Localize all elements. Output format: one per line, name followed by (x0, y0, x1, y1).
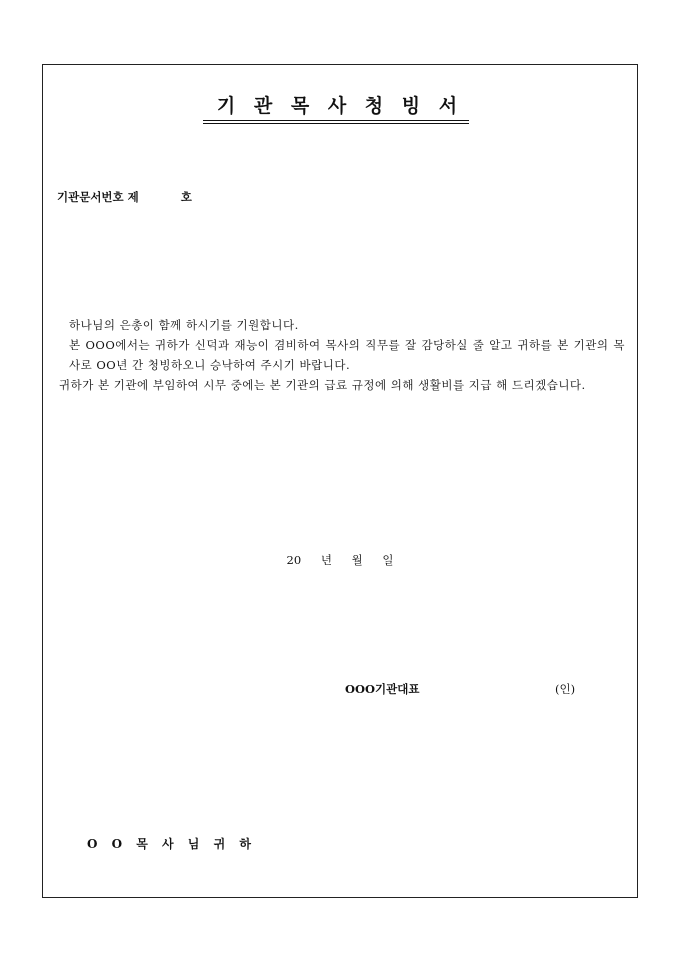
title-underline-bottom (203, 123, 469, 124)
document-frame (42, 64, 638, 898)
date-month-unit: 월 (351, 553, 363, 567)
date-day-unit: 일 (382, 553, 394, 567)
paragraph-greeting: 하나님의 은총이 함께 하시기를 기원합니다. (69, 318, 299, 332)
recipient-line: O O 목 사 님 귀 하 (87, 837, 256, 851)
document-title: 기 관 목 사 청 빙 서 (216, 95, 464, 117)
paragraph-salary: 귀하가 본 기관에 부임하여 시무 중에는 본 기관의 급료 규정에 의해 생활비를 지급 해 드리겠습니다. (59, 378, 586, 392)
paragraph-invitation: 본 OOO에서는 귀하가 신덕과 재능이 겸비하여 목사의 직무를 잘 감당하실 줄 알고 귀하를 본 기관의 목사로 OO년 간 청빙하오니 승낙하여 주시기 바랍니다. (69, 338, 625, 372)
date-line (43, 552, 637, 568)
doc-number-line (57, 189, 192, 205)
signatory-name: OOO기관대표 (345, 682, 420, 696)
date-year-unit: 년 (320, 553, 332, 567)
document-body (59, 315, 625, 395)
date-year-prefix: 20 (286, 553, 302, 567)
doc-number-suffix: 호 (180, 190, 192, 204)
seal-mark: (인) (555, 682, 576, 696)
title-underline-top (203, 120, 469, 121)
doc-number-label: 기관문서번호 제 (57, 190, 139, 204)
